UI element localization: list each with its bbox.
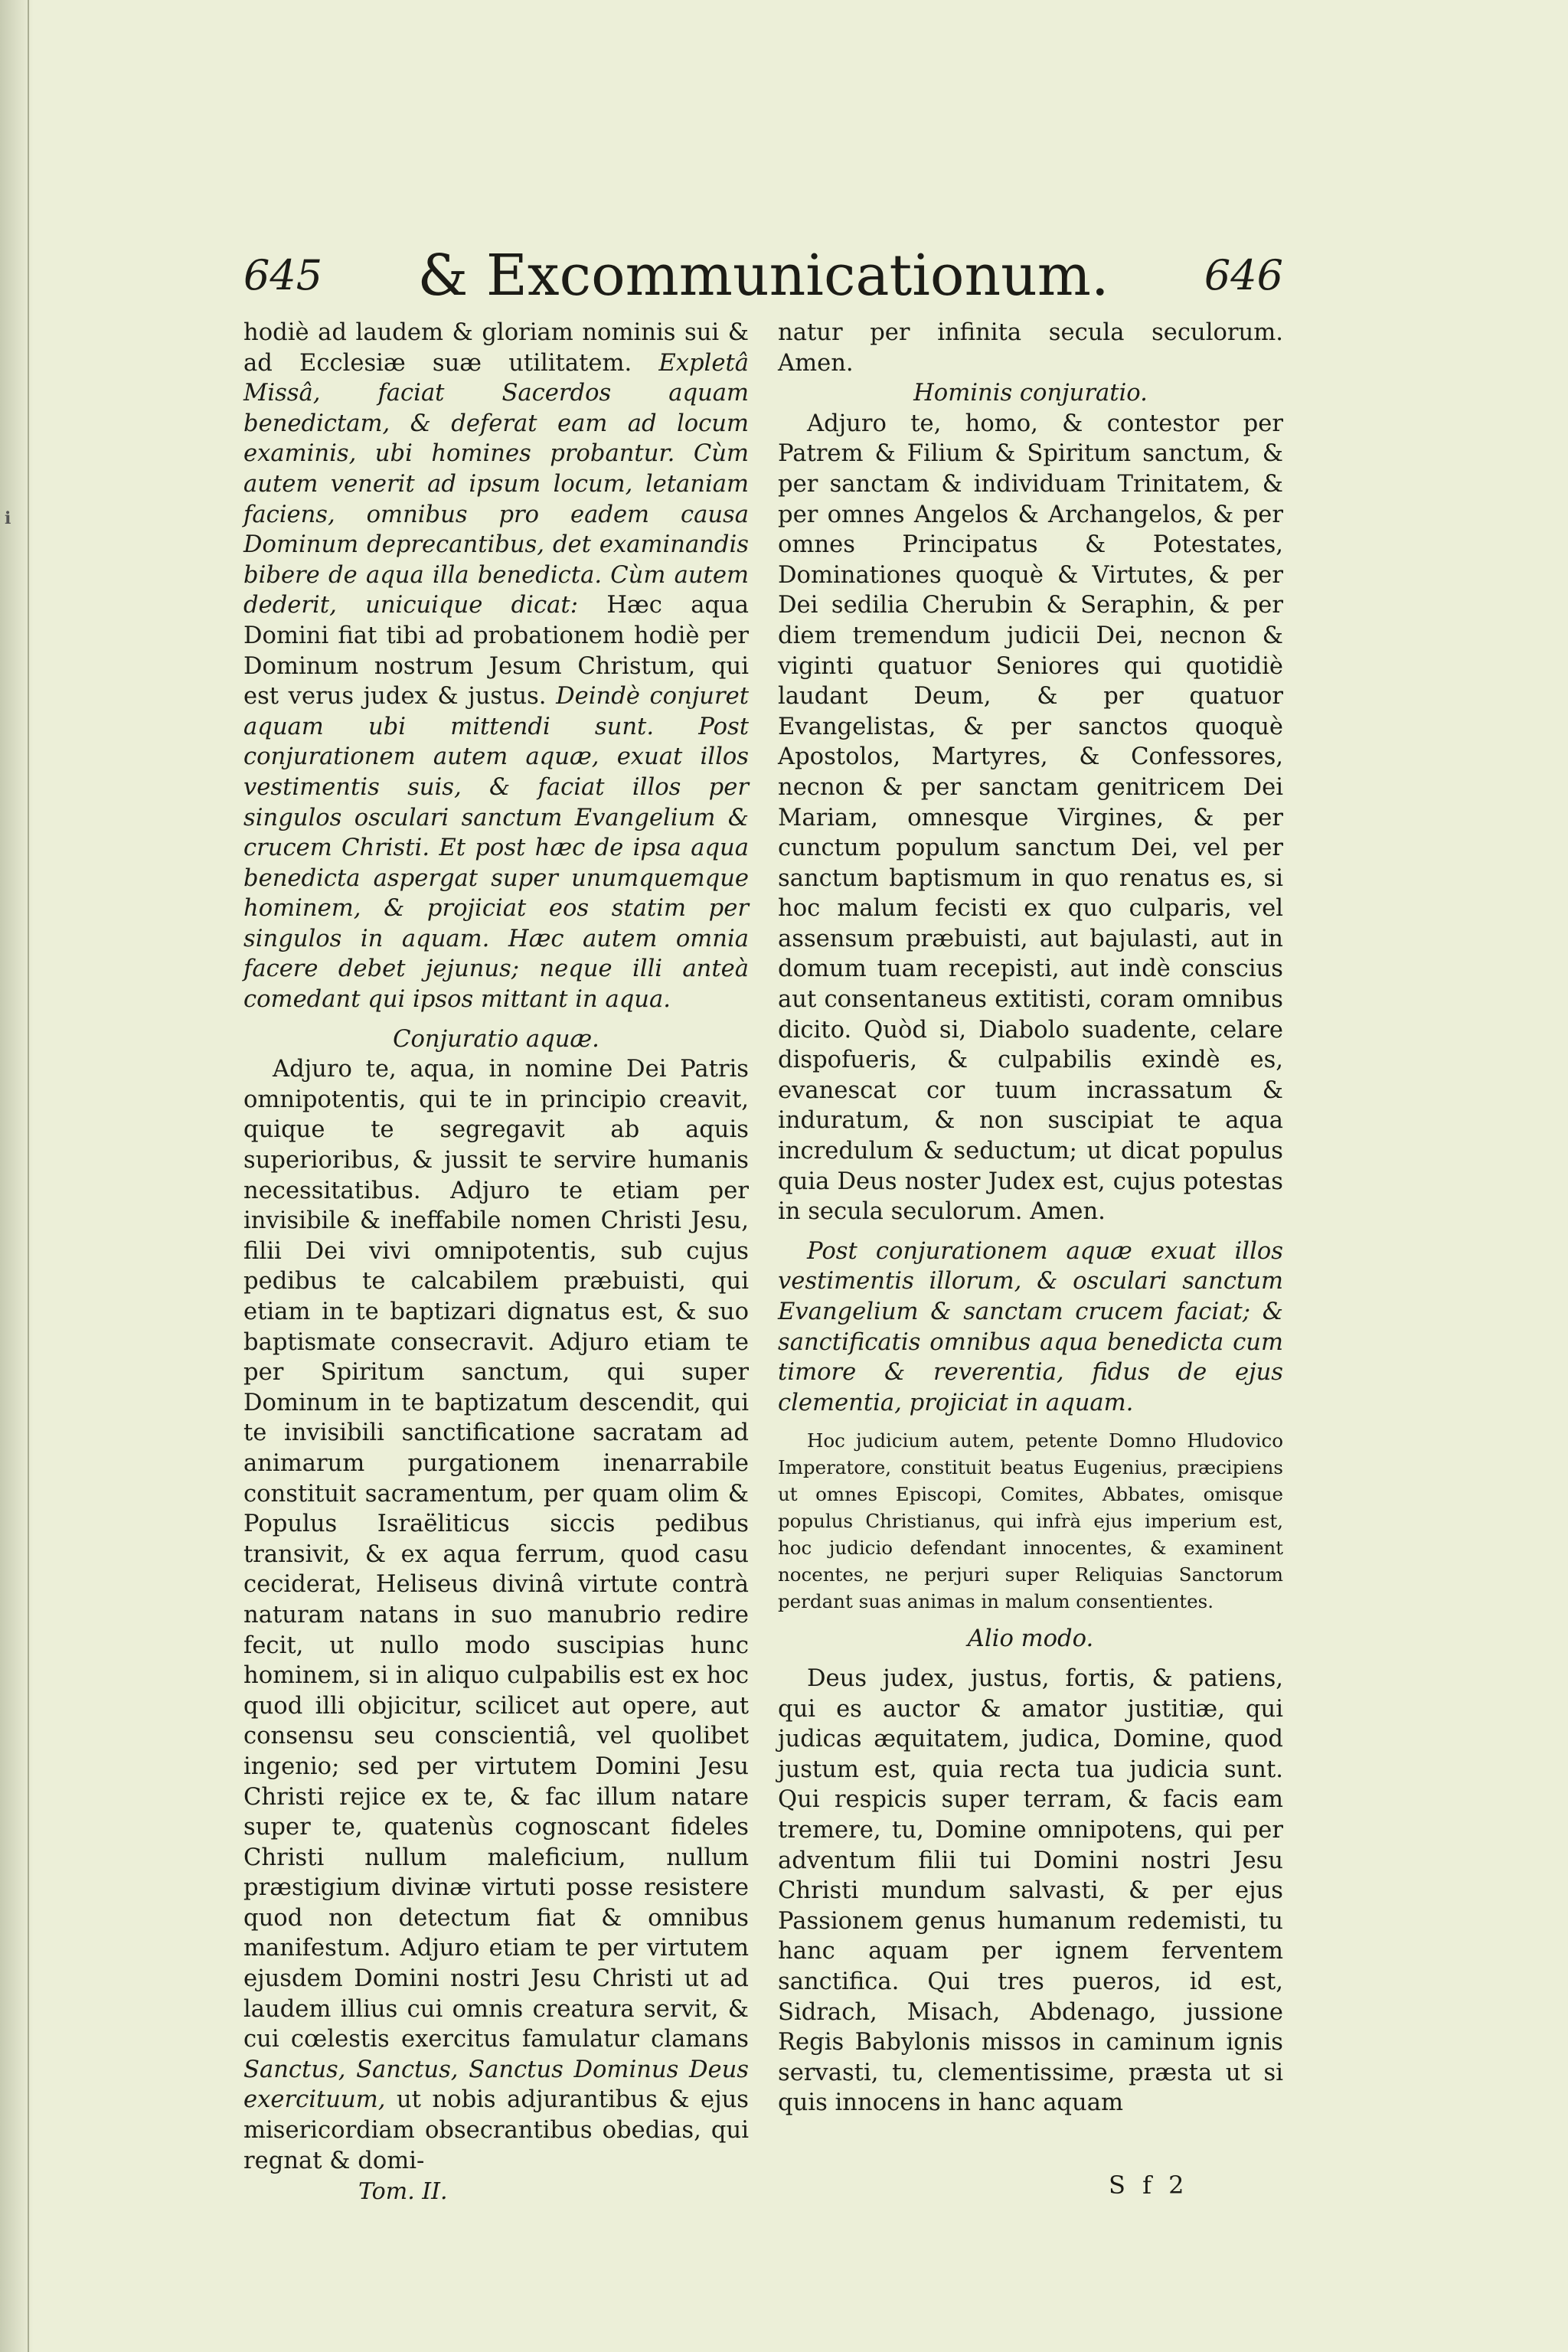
rubric-text: Sanctus, Sanctus, Sanctus Dominus Deus exercituum, [243, 2056, 749, 2114]
text-run: Adjuro te, aqua, in nomine Dei Patris omnipotentis, qui te in principio creavit, quique te segregavit ab aquis superioribus, & jussit te servire humanis necessitatibus. Adjuro te etiam per invisibile & ineffabile nomen Christi Jesu, filii Dei vivi omnipotentis, sub cujus pedibus te calcabilem præbuisti, qui etiam in te baptizari dignatus est, & suo baptismate consecravit. Adjuro etiam te per Spiritum sanctum, qui super Dominum in te baptizatum descendit, qui te invisibili sanctificatione sacratam ad animarum purgationem inenarrabile constituit sacramentum, per quam olim & Populus Israëliticus siccis pedibus transivit, & ex aqua ferrum, quod casu ceciderat, Heliseus divinâ virtute contrà naturam natans in suo manubrio redire fecit, ut nullo modo suscipias hunc hominem, si in aliquo culpabilis est ex hoc quod illi objicitur, scilicet aut opere, aut consensu seu conscientiâ, vel quolibet ingenio; sed per virtutem Domini Jesu Christi rejice ex te, & fac illum natare super te, quatenùs cognoscant fideles Christi nullum maleficium, nullum præstigium divinæ virtuti posse resistere quod non detectum fiat & omnibus manifestum. Adjuro etiam te per virtutem ejusdem Domini nostri Jesu Christi ut ad laudem illius cui omnis creatura servit, & cui cœlestis exercitus famulatur clamans [243, 1056, 749, 2053]
paragraph [243, 318, 749, 1015]
page-header [243, 241, 1283, 310]
running-title: & Excommunicationum. [417, 243, 1109, 309]
rubric-paragraph: Post conjurationem aquæ exuat illos vestimentis illorum, & osculari sanctum Evangelium & sanctam crucem faciat; & sanctificatis omnibus aqua benedicta cum timore & reverentia, fidus de ejus clementia, projiciat in aquam. [778, 1237, 1283, 1416]
paragraph: Deus judex, justus, fortis, & patiens, qui es auctor & amator justitiæ, qui judicas æquitatem, judica, Domine, quod justum est, quia recta tua judicia sunt. Qui respicis super terram, & facis eam tremere, tu, Domine omnipotens, qui per adventum filii tui Domini nostri Jesu Christi mundum salvasti, & per ejus Passionem genus humanum redemisti, tu hanc aquam per ignem ferventem sanctifica. Qui tres pueros, id est, Sidrach, Misach, Abdenago, jussione Regis Babylonis missos in caminum ignis servasti, tu, clementissime, præsta ut si quis innocens in hanc aquam [778, 1664, 1283, 2117]
gutter-margin-mark: ℹ [5, 509, 11, 528]
left-column [243, 318, 749, 2176]
rubric-text: Expletâ Missâ, faciat Sacerdos aquam benedictam, & deferat eam ad locum examinis, ubi homines probantur. Cùm autem venerit ad ipsum locum, letaniam faciens, omnibus pro eadem causa Dominum deprecantibus, det examinandis bibere de aqua illa benedicta. Cùm autem dederit, unicuique dicat: [243, 349, 749, 619]
paragraph [243, 1054, 749, 2176]
page-number-right: 646 [1204, 251, 1283, 299]
page-number-left: 645 [243, 251, 323, 299]
volume-signature: Tom. II. [358, 2178, 448, 2205]
paragraph: natur per infinita secula seculorum. Amen. [778, 319, 1283, 377]
section-heading: Conjuratio aquæ. [393, 1025, 599, 1053]
section-heading: Hominis conjuratio. [913, 380, 1148, 407]
rubric-text: Deindè conjuret aquam ubi mittendi sunt. Post conjurationem autem aquæ, exuat illos vestimentis suis, & faciat illos per singulos osculari sanctum Evangelium & crucem Christi. Et post hæc de ipsa aqua benedicta aspergat super unumquemque hominem, & projiciat eos statim per singulos in aquam. Hæc autem omnia facere debet jejunus; neque illi anteà comedant qui ipsos mittant in aqua. [243, 683, 749, 1014]
gathering-signature: S f 2 [1109, 2171, 1189, 2200]
text-run: ut nobis adjurantibus & ejus misericordiam obsecrantibus obedias, qui regnat & domi- [243, 2086, 749, 2174]
note-paragraph: Hoc judicium autem, petente Domno Hludovico Imperatore, constituit beatus Eugenius, præcipiens ut omnes Episcopi, Comites, Abbates, omisque populus Christianus, qui infrà ejus imperium est, hoc judicio defendant innocentes, & examinent nocentes, ne perjuri super Reliquias Sanctorum perdant suas animas in malum consentientes. [778, 1429, 1283, 1613]
section-heading: Alio modo. [967, 1625, 1094, 1653]
text-run: hodiè ad laudem & gloriam nominis sui & ad Ecclesiæ suæ utilitatem. [243, 319, 749, 377]
book-page [243, 241, 1283, 2205]
right-column [778, 318, 1283, 2118]
gutter-fold-line [28, 0, 29, 2352]
paragraph: Adjuro te, homo, & contestor per Patrem & Filium & Spiritum sanctum, & per sanctam & individuam Trinitatem, & per omnes Angelos & Archangelos, & per omnes Principatus & Potestates, Dominationes quoquè & Virtutes, & per Dei sedilia Cherubin & Seraphin, & per diem tremendum judicii Dei, necnon & viginti quatuor Seniores qui quotidiè laudant Deum, & per quatuor Evangelistas, & per sanctos quoquè Apostolos, Martyres, & Confessores, necnon & per sanctam genitricem Dei Mariam, omnesque Virgines, & per cunctum populum sanctum Dei, vel per sanctum baptismum in quo renatus es, si hoc malum fecisti ex quo culparis, vel assensum præbuisti, aut bajulasti, aut in domum tuam recepisti, aut indè conscius aut consentaneus extitisti, coram omnibus dicito. Quòd si, Diabolo suadente, celare dispofueris, & culpabilis exindè es, evanescat cor tuum incrassatum & induratum, & non suscipiat te aqua incredulum & seductum; ut dicat populus quia Deus noster Judex est, cujus potestas in secula seculorum. Amen. [778, 410, 1283, 1226]
text-run: Hæc aqua Domini fiat tibi ad probationem hodiè per Dominum nostrum Jesum Christum, qui est verus judex & justus. [243, 592, 749, 710]
